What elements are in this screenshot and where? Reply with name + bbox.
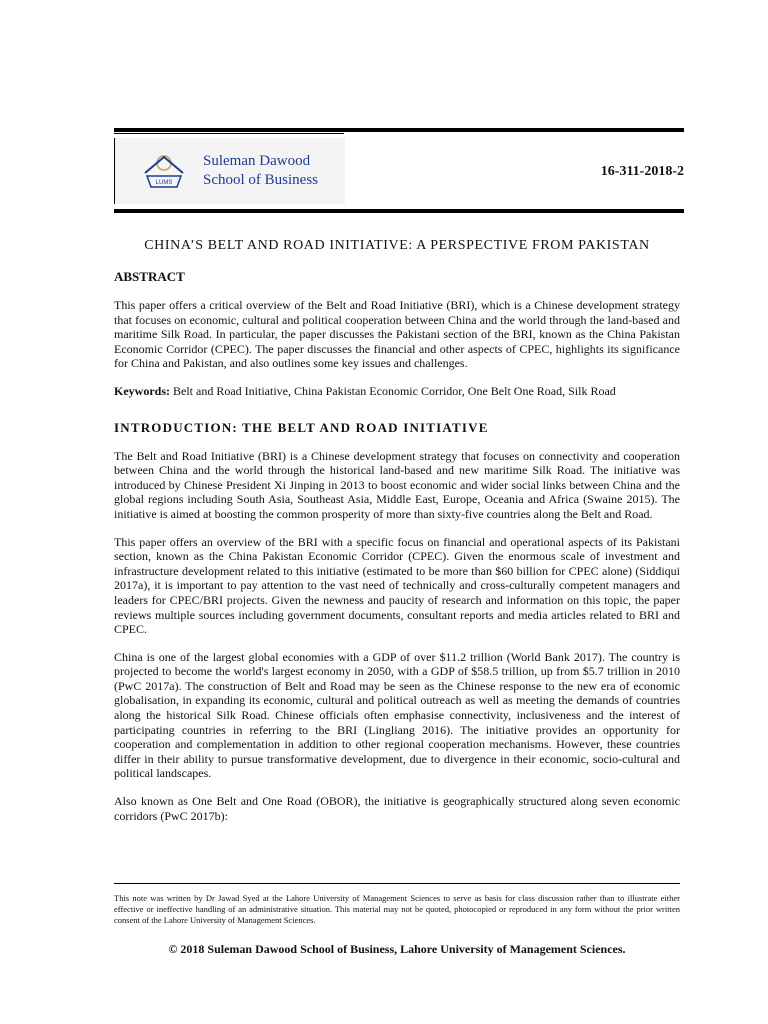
keywords-text: Belt and Road Initiative, China Pakistan Economic Corridor, One Belt One Road, Silk Road [170,383,616,398]
intro-paragraph-1: The Belt and Road Initiative (BRI) is a Chinese development strategy that focuses on connectivity and cooperation between China and the world through the historical land-based and new maritime Silk Road. The initiative was introduced by Chinese President Xi Jinping in 2013 to boost economic and wider social links between China and the global regions including South Asia, Southeast Asia, Middle East, Europe, Oceania and Africa (Swaine 2015). The initiative is aimed at boosting the common prosperity of more than sixty-five countries along the Belt and Road. [114,448,680,521]
footnote: This note was written by Dr Jawad Syed at the Lahore University of Management Sciences to serve as basis for class discussion rather than to illustrate either effective or ineffective handling of an administrative situation. This material may not be quoted, photocopied or reproduced in any form without the prior written consent of the Lahore University of Management Sciences. [114,893,680,925]
header-top-rule [114,128,684,132]
abstract-heading: ABSTRACT [114,269,185,284]
footnote-rule [114,883,680,884]
lums-emblem-icon [141,149,187,193]
keywords [114,384,680,399]
intro-paragraph-3: China is one of the largest global economies with a GDP of over $11.2 trillion (World Bank 2017). The country is projected to become the world's largest economy in 2050, with a GDP of $58.5 trillion, up from $5.7 trillion in 2010 (PwC 2017a). The construction of Belt and Road may be seen as the Chinese response to the new era of economic globalisation, in expanding its economic, cultural and political outreach as well as meeting the demands of countries along the historical Silk Road. Chinese officials often emphasise connectivity, inclusiveness and the interest of participating countries in referring to the BRI (Lingliang 2016). The initiative provides an opportunity for cooperation and complementation in addition to other regional cooperation mechanisms. However, these countries differ in their ability to pursue transformative development, due to divergence in their economic, socio-cultural and political landscapes. [114,649,680,781]
header-bottom-rule [114,209,684,213]
logo-line2: School of Business [203,172,319,188]
logo-line1: Suleman Dawood [203,153,311,169]
introduction-heading: INTRODUCTION: THE BELT AND ROAD INITIATIVE [114,419,489,435]
abstract-text: This paper offers a critical overview of the Belt and Road Initiative (BRI), which is a Chinese development strategy that focuses on economic, cultural and political cooperation between China and the world through the land-based and maritime Silk Road. In particular, the paper discusses the Pakistani section of the BRI, known as the China Pakistan Economic Corridor (CPEC). The paper discusses the financial and other aspects of CPEC, highlights its significance for China and Pakistan, and also outlines some key issues and challenges. [114,298,680,371]
keywords-label: Keywords: [114,383,170,398]
intro-paragraph-2: This paper offers an overview of the BRI with a specific focus on financial and operational aspects of its Pakistani section, known as the China Pakistan Economic Corridor (CPEC). Given the enormous scale of investment and infrastructure development related to this initiative (estimated to be more than $60 billion for CPEC alone) (Siddiqui 2017a), it is important to pay attention to the vast need of technically and cross-culturally competent managers and leaders for CPEC/BRI projects. Given the newness and paucity of research and information on this topic, the paper reviews multiple sources including government documents, consultant reports and media articles related to BRI and CPEC. [114,534,680,637]
document-number: 16-311-2018-2 [600,164,684,179]
school-logo [114,138,345,204]
intro-paragraph-4: Also known as One Belt and One Road (OBOR), the initiative is geographically structured along seven economic corridors (PwC 2017b): [114,794,680,823]
header-thin-rule [114,133,344,134]
document-body [114,238,680,836]
copyright-notice: © 2018 Suleman Dawood School of Business, Lahore University of Management Sciences. [168,942,626,956]
emblem-text: LUMS [155,180,173,186]
document-title: CHINA’S BELT AND ROAD INITIATIVE: A PERSPECTIVE FROM PAKISTAN [144,238,650,253]
logo-text [203,152,318,190]
